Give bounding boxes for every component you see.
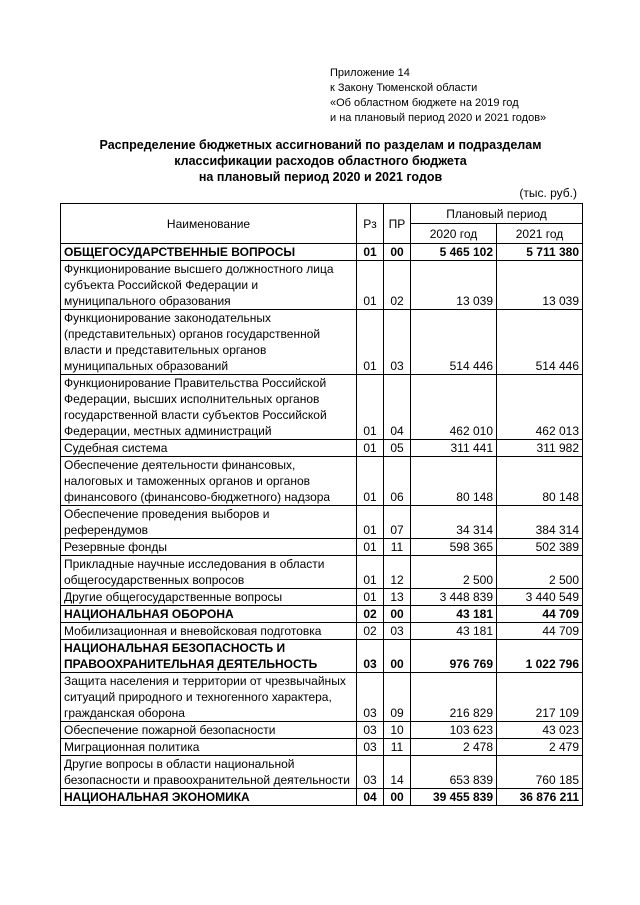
row-pr-cell: 00 — [384, 789, 411, 806]
row-2021-cell: 43 023 — [497, 722, 583, 739]
row-name-cell: Обеспечение проведения выборов и референдумов — [61, 506, 357, 539]
row-2021-cell: 80 148 — [497, 457, 583, 506]
row-name-cell: Судебная система — [61, 440, 357, 457]
row-pr-cell: 14 — [384, 756, 411, 789]
row-2020-cell: 514 446 — [411, 310, 497, 375]
row-2020-cell: 34 314 — [411, 506, 497, 539]
table-row — [61, 244, 583, 261]
row-pr-cell: 09 — [384, 673, 411, 722]
title-line: Распределение бюджетных ассигнований по разделам и подразделам — [99, 138, 542, 152]
row-pr-cell: 00 — [384, 640, 411, 673]
header-name: Наименование — [61, 204, 357, 244]
row-name-cell: НАЦИОНАЛЬНАЯ ЭКОНОМИКА — [61, 789, 357, 806]
appendix-line: и на плановый период 2020 и 2021 годов» — [330, 112, 547, 124]
table-row — [61, 457, 583, 506]
row-2021-cell: 502 389 — [497, 539, 583, 556]
row-name-cell: Прикладные научные исследования в области общегосударственных вопросов — [61, 556, 357, 589]
row-rz-cell: 01 — [357, 244, 384, 261]
row-2021-cell: 462 013 — [497, 375, 583, 440]
row-pr-cell: 03 — [384, 310, 411, 375]
appendix-line: «Об областном бюджете на 2019 год — [330, 97, 519, 109]
row-rz-cell: 03 — [357, 739, 384, 756]
row-2020-cell: 311 441 — [411, 440, 497, 457]
table-row — [61, 739, 583, 756]
row-rz-cell: 01 — [357, 556, 384, 589]
table-row — [61, 556, 583, 589]
row-2020-cell: 216 829 — [411, 673, 497, 722]
row-pr-cell: 10 — [384, 722, 411, 739]
row-name-cell: Функционирование Правительства Российской Федерации, высших исполнительных органов государственной власти субъектов Российской Федерации, местных администраций — [61, 375, 357, 440]
row-2020-cell: 598 365 — [411, 539, 497, 556]
table-row — [61, 673, 583, 722]
row-pr-cell: 11 — [384, 739, 411, 756]
row-name-cell: Мобилизационная и вневойсковая подготовка — [61, 623, 357, 640]
header-period: Плановый период — [411, 204, 583, 224]
row-pr-cell: 04 — [384, 375, 411, 440]
title-line: классификации расходов областного бюджета — [174, 154, 467, 168]
row-2020-cell: 976 769 — [411, 640, 497, 673]
row-2020-cell: 2 500 — [411, 556, 497, 589]
row-2020-cell: 43 181 — [411, 623, 497, 640]
row-name-cell: Функционирование законодательных (представительных) органов государственной власти и представительных органов муниципальных образований — [61, 310, 357, 375]
table-row — [61, 623, 583, 640]
table-row — [61, 310, 583, 375]
row-pr-cell: 02 — [384, 261, 411, 310]
row-2021-cell: 1 022 796 — [497, 640, 583, 673]
row-name-cell: ОБЩЕГОСУДАРСТВЕННЫЕ ВОПРОСЫ — [61, 244, 357, 261]
row-2020-cell: 39 455 839 — [411, 789, 497, 806]
row-pr-cell: 13 — [384, 589, 411, 606]
row-name-cell: Другие общегосударственные вопросы — [61, 589, 357, 606]
row-rz-cell: 02 — [357, 623, 384, 640]
row-2020-cell: 2 478 — [411, 739, 497, 756]
row-rz-cell: 03 — [357, 673, 384, 722]
row-2021-cell: 384 314 — [497, 506, 583, 539]
header-2021: 2021 год — [497, 224, 583, 244]
row-rz-cell: 01 — [357, 310, 384, 375]
row-2021-cell: 44 709 — [497, 606, 583, 623]
row-pr-cell: 05 — [384, 440, 411, 457]
row-2021-cell: 514 446 — [497, 310, 583, 375]
row-rz-cell: 01 — [357, 440, 384, 457]
title-line: на плановый период 2020 и 2021 годов — [198, 170, 443, 184]
row-pr-cell: 11 — [384, 539, 411, 556]
row-name-cell: Обеспечение пожарной безопасности — [61, 722, 357, 739]
row-2020-cell: 13 039 — [411, 261, 497, 310]
table-row — [61, 375, 583, 440]
row-2021-cell: 217 109 — [497, 673, 583, 722]
table-row — [61, 606, 583, 623]
row-rz-cell: 01 — [357, 506, 384, 539]
budget-table — [60, 203, 583, 806]
row-2021-cell: 13 039 — [497, 261, 583, 310]
table-row — [61, 589, 583, 606]
row-rz-cell: 02 — [357, 606, 384, 623]
appendix-line: к Закону Тюменской области — [330, 82, 478, 94]
row-2021-cell: 5 711 380 — [497, 244, 583, 261]
row-2021-cell: 36 876 211 — [497, 789, 583, 806]
row-2020-cell: 5 465 102 — [411, 244, 497, 261]
row-name-cell: Другие вопросы в области национальной безопасности и правоохранительной деятельности — [61, 756, 357, 789]
row-rz-cell: 03 — [357, 722, 384, 739]
table-row — [61, 640, 583, 673]
row-2021-cell: 44 709 — [497, 623, 583, 640]
row-2021-cell: 311 982 — [497, 440, 583, 457]
row-name-cell: Миграционная политика — [61, 739, 357, 756]
row-2021-cell: 3 440 549 — [497, 589, 583, 606]
header-rz: Рз — [357, 204, 384, 244]
row-pr-cell: 00 — [384, 244, 411, 261]
row-name-cell: НАЦИОНАЛЬНАЯ ОБОРОНА — [61, 606, 357, 623]
row-pr-cell: 06 — [384, 457, 411, 506]
row-name-cell: Обеспечение деятельности финансовых, налоговых и таможенных органов и органов финансового (финансово-бюджетного) надзора — [61, 457, 357, 506]
row-rz-cell: 01 — [357, 539, 384, 556]
table-row — [61, 506, 583, 539]
units-label: (тыс. руб.) — [519, 186, 577, 200]
row-2020-cell: 103 623 — [411, 722, 497, 739]
appendix-line: Приложение 14 — [330, 67, 410, 79]
row-name-cell: Защита населения и территории от чрезвычайных ситуаций природного и техногенного характера, гражданская оборона — [61, 673, 357, 722]
table-row — [61, 722, 583, 739]
row-rz-cell: 04 — [357, 789, 384, 806]
row-rz-cell: 01 — [357, 375, 384, 440]
row-2020-cell: 80 148 — [411, 457, 497, 506]
document-title — [60, 137, 581, 185]
table-row — [61, 756, 583, 789]
row-2021-cell: 2 500 — [497, 556, 583, 589]
row-pr-cell: 07 — [384, 506, 411, 539]
table-row — [61, 539, 583, 556]
row-rz-cell: 01 — [357, 261, 384, 310]
appendix-note — [330, 66, 546, 126]
row-2020-cell: 3 448 839 — [411, 589, 497, 606]
row-2021-cell: 760 185 — [497, 756, 583, 789]
row-pr-cell: 12 — [384, 556, 411, 589]
row-pr-cell: 03 — [384, 623, 411, 640]
row-rz-cell: 03 — [357, 640, 384, 673]
row-2020-cell: 43 181 — [411, 606, 497, 623]
table-row — [61, 789, 583, 806]
header-2020: 2020 год — [411, 224, 497, 244]
header-pr: ПР — [384, 204, 411, 244]
row-name-cell: Функционирование высшего должностного лица субъекта Российской Федерации и муниципального образования — [61, 261, 357, 310]
row-2020-cell: 462 010 — [411, 375, 497, 440]
row-rz-cell: 01 — [357, 457, 384, 506]
row-name-cell: Резервные фонды — [61, 539, 357, 556]
table-row — [61, 261, 583, 310]
table-row — [61, 440, 583, 457]
row-rz-cell: 03 — [357, 756, 384, 789]
row-2020-cell: 653 839 — [411, 756, 497, 789]
row-2021-cell: 2 479 — [497, 739, 583, 756]
row-rz-cell: 01 — [357, 589, 384, 606]
row-name-cell: НАЦИОНАЛЬНАЯ БЕЗОПАСНОСТЬ И ПРАВООХРАНИТЕЛЬНАЯ ДЕЯТЕЛЬНОСТЬ — [61, 640, 357, 673]
row-pr-cell: 00 — [384, 606, 411, 623]
